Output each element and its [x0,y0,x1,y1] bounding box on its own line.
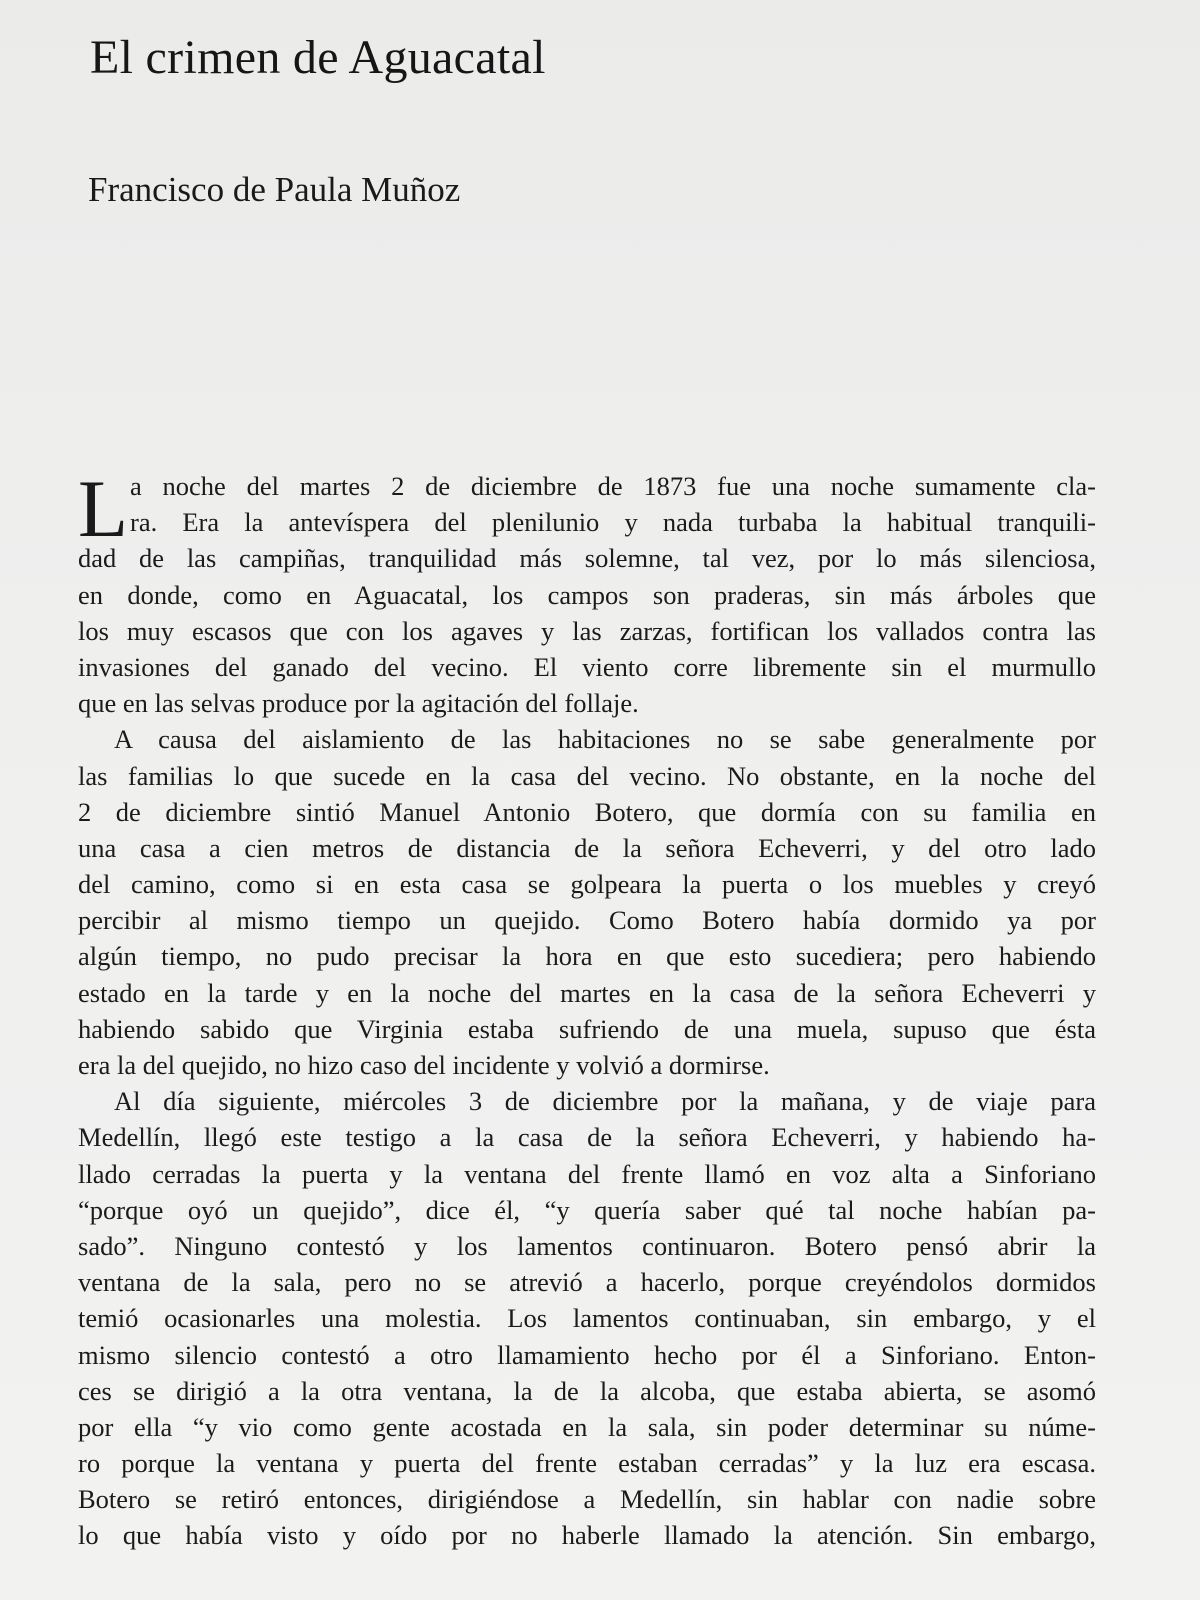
text-line: era la del quejido, no hizo caso del incidente y volvió a dormirse. [78,1050,770,1080]
text-line: sado”. Ninguno contestó y los lamentos continuaron. Botero pensó abrir la [78,1230,1096,1261]
text-line: estado en la tarde y en la noche del martes en la casa de la señora Echeverri y [78,977,1096,1008]
text-line: del camino, como si en esta casa se golpeara la puerta o los muebles y creyó [78,869,1096,900]
text-line: invasiones del ganado del vecino. El viento corre libremente sin el murmullo [78,651,1096,682]
text-line: ces se dirigió a la otra ventana, la de la alcoba, que estaba abierta, se asomó [78,1375,1096,1406]
body-text [78,463,1096,1554]
chapter-author: Francisco de Paula Muñoz [88,170,461,209]
text-line: lo que había visto y oído por no haberle llamado la atención. Sin embargo, [78,1520,1096,1551]
text-line: a noche del martes 2 de diciembre de 1873 fue una noche sumamente cla- [130,471,1096,501]
text-line: llado cerradas la puerta y la ventana del frente llamó en voz alta a Sinforiano [78,1158,1096,1189]
text-line: ra. Era la antevíspera del plenilunio y nada turbaba la habitual tranquili- [130,507,1096,538]
text-line: que en las selvas produce por la agitación del follaje. [78,688,639,719]
text-line: mismo silencio contestó a otro llamamiento hecho por él a Sinforiano. Enton- [78,1339,1096,1370]
text-line: Medellín, llegó este testigo a la casa de la señora Echeverri, y habiendo ha- [78,1122,1096,1153]
text-line: ventana de la sala, pero no se atrevió a hacerlo, porque creyéndolos dormidos [78,1267,1096,1298]
text-line: 2 de diciembre sintió Manuel Antonio Botero, que dormía con su familia en [78,796,1096,827]
text-line: temió ocasionarles una molestia. Los lamentos continuaban, sin embargo, y el [78,1303,1096,1334]
text-line: los muy escasos que con los agaves y las zarzas, fortifican los vallados contra las [78,615,1096,646]
text-line: “porque oyó un quejido”, dice él, “y quería saber qué tal noche habían pa- [78,1194,1096,1225]
text-line: algún tiempo, no pudo precisar la hora en que esto sucediera; pero habiendo [78,941,1096,972]
text-line: ro porque la ventana y puerta del frente estaban cerradas” y la luz era escasa. [78,1448,1096,1479]
text-line: percibir al mismo tiempo un quejido. Como Botero había dormido ya por [78,905,1096,936]
text-line: dad de las campiñas, tranquilidad más solemne, tal vez, por lo más silenciosa, [78,543,1096,574]
text-line: A causa del aislamiento de las habitaciones no se sabe generalmente por [114,724,1096,755]
text-line: Botero se retiró entonces, dirigiéndose a Medellín, sin hablar con nadie sobre [78,1484,1096,1515]
text-line: en donde, como en Aguacatal, los campos son praderas, sin más árboles que [78,579,1096,610]
text-line: habiendo sabido que Virginia estaba sufriendo de una muela, supuso que ésta [78,1013,1096,1044]
text-line: una casa a cien metros de distancia de la señora Echeverri, y del otro lado [78,832,1096,863]
text-line: por ella “y vio como gente acostada en la sala, sin poder determinar su núme- [78,1411,1096,1442]
chapter-title: El crimen de Aguacatal [90,31,546,84]
drop-cap: L [78,463,129,554]
text-line: Al día siguiente, miércoles 3 de diciembre por la mañana, y de viaje para [114,1086,1096,1117]
text-line: las familias lo que sucede en la casa del vecino. No obstante, en la noche del [78,760,1096,791]
